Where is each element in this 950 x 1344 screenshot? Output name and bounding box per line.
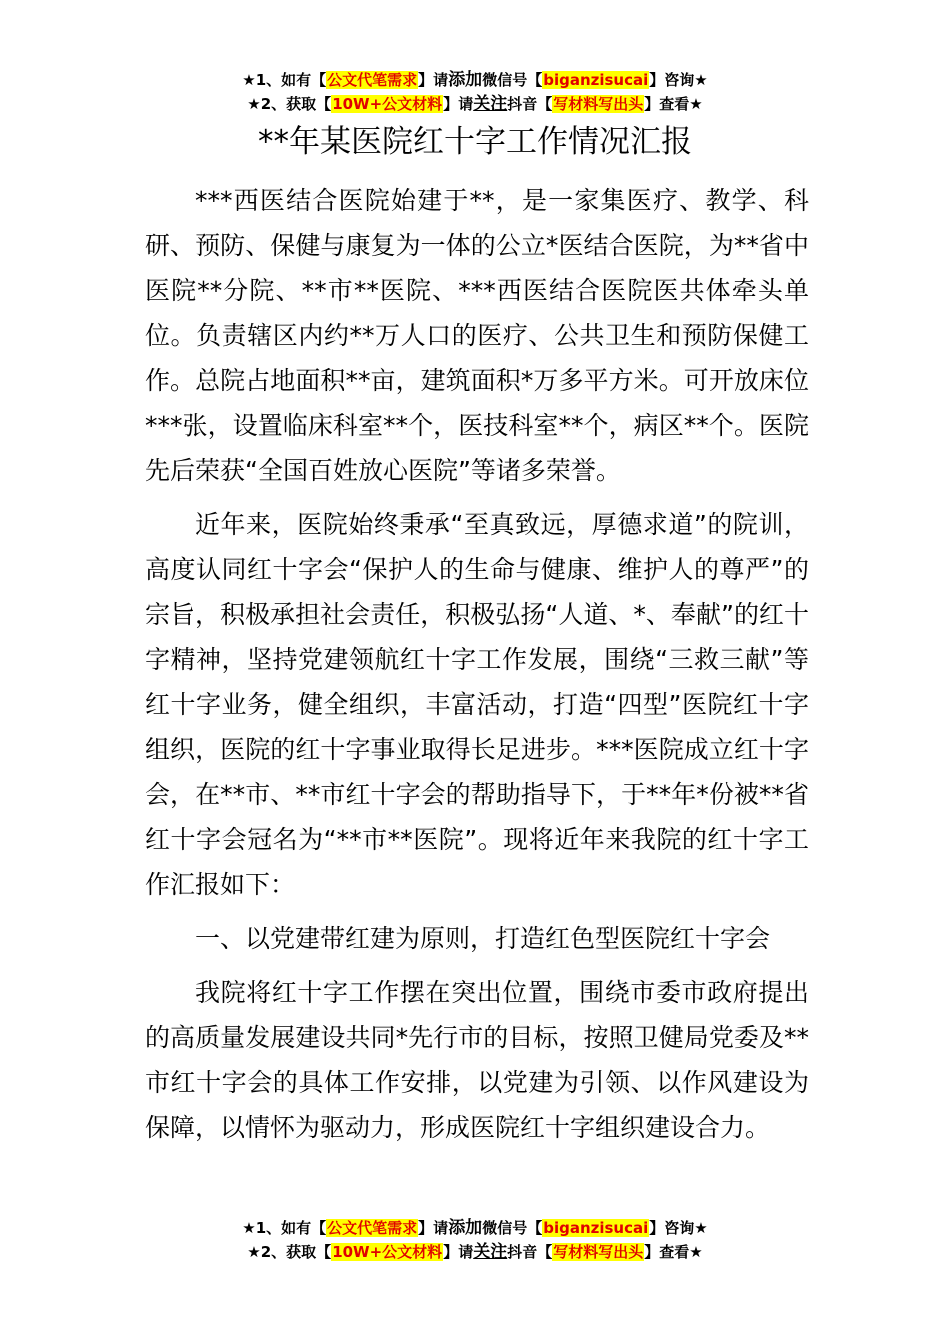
highlight-wechat-id: biganzisucai xyxy=(543,71,649,89)
banner-line-1: ★1、如有【公文代笔需求】请添加微信号【biganzisucai】咨询★ xyxy=(242,70,708,90)
header-banner xyxy=(0,68,950,116)
highlight-materials: 10W+公文材料 xyxy=(332,1243,443,1261)
paragraph-intro: ***西医结合医院始建于**，是一家集医疗、教学、科研、预防、保健与康复为一体的公立*医结合医院，为**省中医院**分院、**市**医院、***西医结合医院医共体牵头单位。负责辖区内约**万人口的医疗、公共卫生和预防保健工作。总院占地面积**亩，建筑面积*万多平方米。可开放床位***张，设置临床科室**个，医技科室**个，病区**个。医院先后荣获“全国百姓放心医院”等诸多荣誉。 xyxy=(145,186,809,485)
paragraph-section-1: 我院将红十字工作摆在突出位置，围绕市委市政府提出的高质量发展建设共同*先行市的目标，按照卫健局党委及**市红十字会的具体工作安排，以党建为引领、以作风建设为保障，以情怀为驱动力，形成医院红十字组织建设合力。 xyxy=(145,978,809,1142)
footer-banner xyxy=(0,1216,950,1264)
star-icon: ★ xyxy=(694,71,708,89)
paragraph-overview: 近年来，医院始终秉承“至真致远，厚德求道”的院训，高度认同红十字会“保护人的生命与健康、维护人的尊严”的宗旨，积极承担社会责任，积极弘扬“人道、*、奉献”的红十字精神，坚持党建领航红十字工作发展，围绕“三救三献”等红十字业务，健全组织，丰富活动，打造“四型”医院红十字组织，医院的红十字事业取得长足进步。***医院成立红十字会，在**市、**市红十字会的帮助指导下，于**年*份被**省红十字会冠名为“**市**医院”。现将近年来我院的红十字工作汇报如下： xyxy=(145,510,809,899)
banner-line-1: ★1、如有【公文代笔需求】请添加微信号【biganzisucai】咨询★ xyxy=(242,1218,708,1238)
document-body xyxy=(145,178,809,1159)
star-icon: ★ xyxy=(242,1219,256,1237)
star-icon: ★ xyxy=(689,95,703,113)
document-title: **年某医院红十字工作情况汇报 xyxy=(258,124,692,160)
highlight-service: 公文代笔需求 xyxy=(327,1219,418,1237)
banner-line-2: ★2、获取【10W+公文材料】请关注抖音【写材料写出头】查看★ xyxy=(247,1242,703,1262)
highlight-douyin: 写材料写出头 xyxy=(553,95,644,113)
highlight-service: 公文代笔需求 xyxy=(327,71,418,89)
section-heading-1: 一、以党建带红建为原则，打造红色型医院红十字会 xyxy=(195,924,771,953)
star-icon: ★ xyxy=(689,1243,703,1261)
highlight-douyin: 写材料写出头 xyxy=(553,1243,644,1261)
star-icon: ★ xyxy=(247,1243,261,1261)
highlight-wechat-id: biganzisucai xyxy=(543,1219,649,1237)
highlight-materials: 10W+公文材料 xyxy=(332,95,443,113)
star-icon: ★ xyxy=(247,95,261,113)
star-icon: ★ xyxy=(242,71,256,89)
star-icon: ★ xyxy=(694,1219,708,1237)
banner-line-2: ★2、获取【10W+公文材料】请关注抖音【写材料写出头】查看★ xyxy=(247,94,703,114)
